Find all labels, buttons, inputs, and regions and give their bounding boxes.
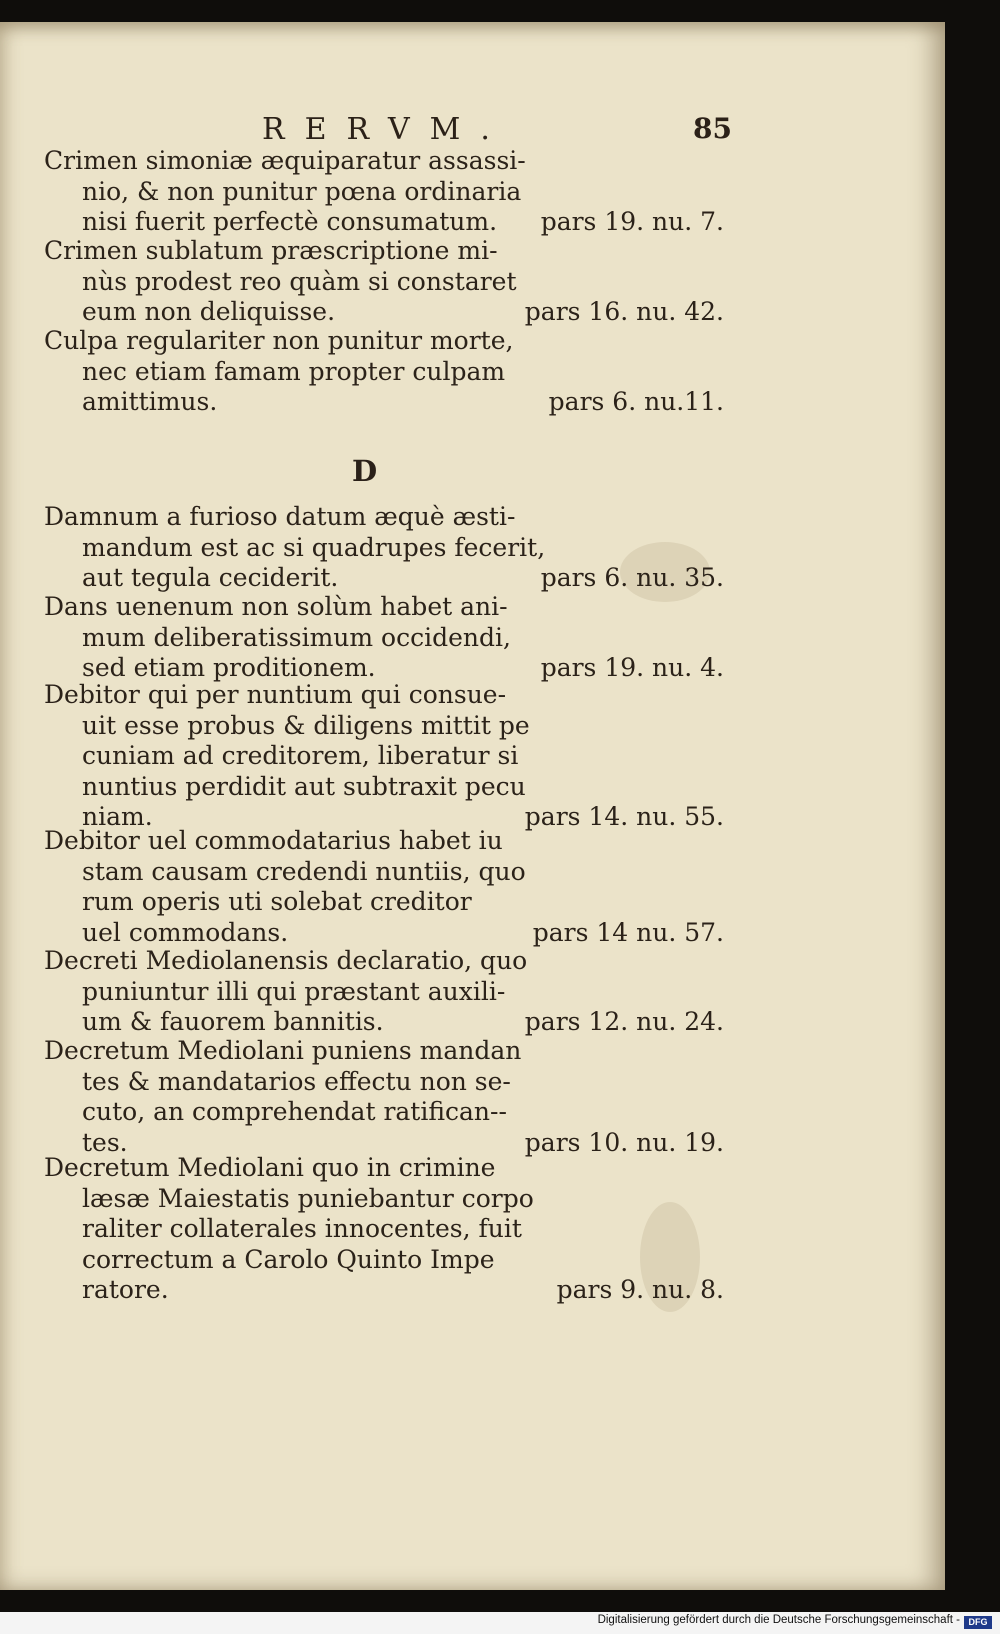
entry-reference: pars 16. nu. 42. [524, 297, 724, 326]
entry-headword-line: Decreti Mediolanensis declaratio, quo [44, 946, 528, 975]
section-letter-heading: D [352, 454, 378, 488]
index-entry [44, 1153, 724, 1306]
entry-continuation-line: tes & mandatarios effectu non se- [82, 1066, 511, 1096]
index-entry [44, 326, 724, 418]
entry-reference: pars 14 nu. 57. [532, 917, 724, 947]
entry-continuation-line: niam. [82, 802, 153, 831]
entry-continuation-line: tes. [82, 1127, 128, 1157]
entry-headword-line: Culpa regulariter non punitur morte, [44, 326, 514, 355]
index-entry [44, 946, 724, 1038]
entry-reference: pars 6. nu. 35. [540, 563, 724, 592]
entry-continuation-line: mandum est ac si quadrupes fecerit, [82, 532, 546, 562]
index-entry [44, 680, 724, 833]
entry-continuation-line: sed etiam proditionem. [82, 653, 376, 682]
entry-continuation-line: rum operis uti solebat creditor [82, 887, 472, 916]
entry-continuation-line: raliter collaterales innocentes, fuit [82, 1214, 522, 1243]
entry-headword-line: Decretum Mediolani puniens mandan [44, 1036, 522, 1065]
entry-continuation-line: mum deliberatissimum occidendi, [82, 622, 511, 652]
entry-continuation-line: nio, & non punitur pœna ordinaria [82, 176, 522, 206]
index-entry [44, 236, 724, 328]
entry-continuation-line: eum non deliquisse. [82, 297, 336, 326]
index-entry [44, 592, 724, 684]
index-entry [44, 1036, 724, 1158]
entry-headword-line: Damnum a furioso datum æquè æsti- [44, 502, 516, 531]
index-entry [44, 502, 724, 594]
entry-reference: pars 9. nu. 8. [556, 1275, 724, 1304]
entry-reference: pars 6. nu.11. [548, 387, 724, 416]
page-number: 85 [693, 112, 732, 145]
entry-continuation-line: uel commodans. [82, 917, 289, 947]
entry-reference: pars 19. nu. 4. [540, 653, 724, 682]
entry-headword-line: Dans uenenum non solùm habet ani- [44, 592, 508, 621]
entry-continuation-line: aut tegula ceciderit. [82, 563, 339, 592]
entry-reference: pars 19. nu. 7. [540, 207, 724, 236]
index-entry [44, 826, 724, 948]
entry-reference: pars 14. nu. 55. [524, 802, 724, 831]
entry-continuation-line: nisi fuerit perfectè consumatum. [82, 207, 498, 236]
entry-continuation-line: puniuntur illi qui præstant auxili- [82, 976, 506, 1006]
entry-continuation-line: amittimus. [82, 387, 218, 416]
entry-continuation-line: cuniam ad creditorem, liberatur si [82, 741, 519, 770]
entry-reference: pars 10. nu. 19. [524, 1127, 724, 1157]
digitization-footer [0, 1612, 1000, 1634]
entry-continuation-line: cuto, an comprehendat ratifican-- [82, 1097, 507, 1126]
index-entry [44, 146, 724, 238]
entry-headword-line: Debitor uel commodatarius habet iu [44, 826, 503, 855]
entry-continuation-line: uit esse probus & diligens mittit pe [82, 710, 530, 740]
entry-continuation-line: ratore. [82, 1275, 169, 1304]
entry-continuation-line: um & fauorem bannitis. [82, 1007, 384, 1036]
entry-headword-line: Decretum Mediolani quo in crimine [44, 1153, 496, 1182]
dfg-logo: DFG [964, 1616, 992, 1629]
footer-credit-text: Digitalisierung gefördert durch die Deutsche Forschungsgemeinschaft - [597, 1614, 960, 1626]
entry-continuation-line: nuntius perdidit aut subtraxit pecu [82, 771, 526, 801]
entry-headword-line: Debitor qui per nuntium qui consue- [44, 680, 507, 709]
entry-reference: pars 12. nu. 24. [524, 1007, 724, 1036]
running-head-title: RERVM. [262, 112, 510, 147]
entry-continuation-line: nec etiam famam propter culpam [82, 356, 506, 386]
entry-continuation-line: correctum a Carolo Quinto Impe [82, 1244, 495, 1274]
entry-headword-line: Crimen sublatum præscriptione mi- [44, 236, 498, 265]
entry-continuation-line: nùs prodest reo quàm si constaret [82, 266, 517, 296]
entry-headword-line: Crimen simoniæ æquiparatur assassi- [44, 146, 526, 175]
entry-continuation-line: stam causam credendi nuntiis, quo [82, 856, 526, 886]
entry-continuation-line: læsæ Maiestatis puniebantur corpo [82, 1183, 534, 1213]
